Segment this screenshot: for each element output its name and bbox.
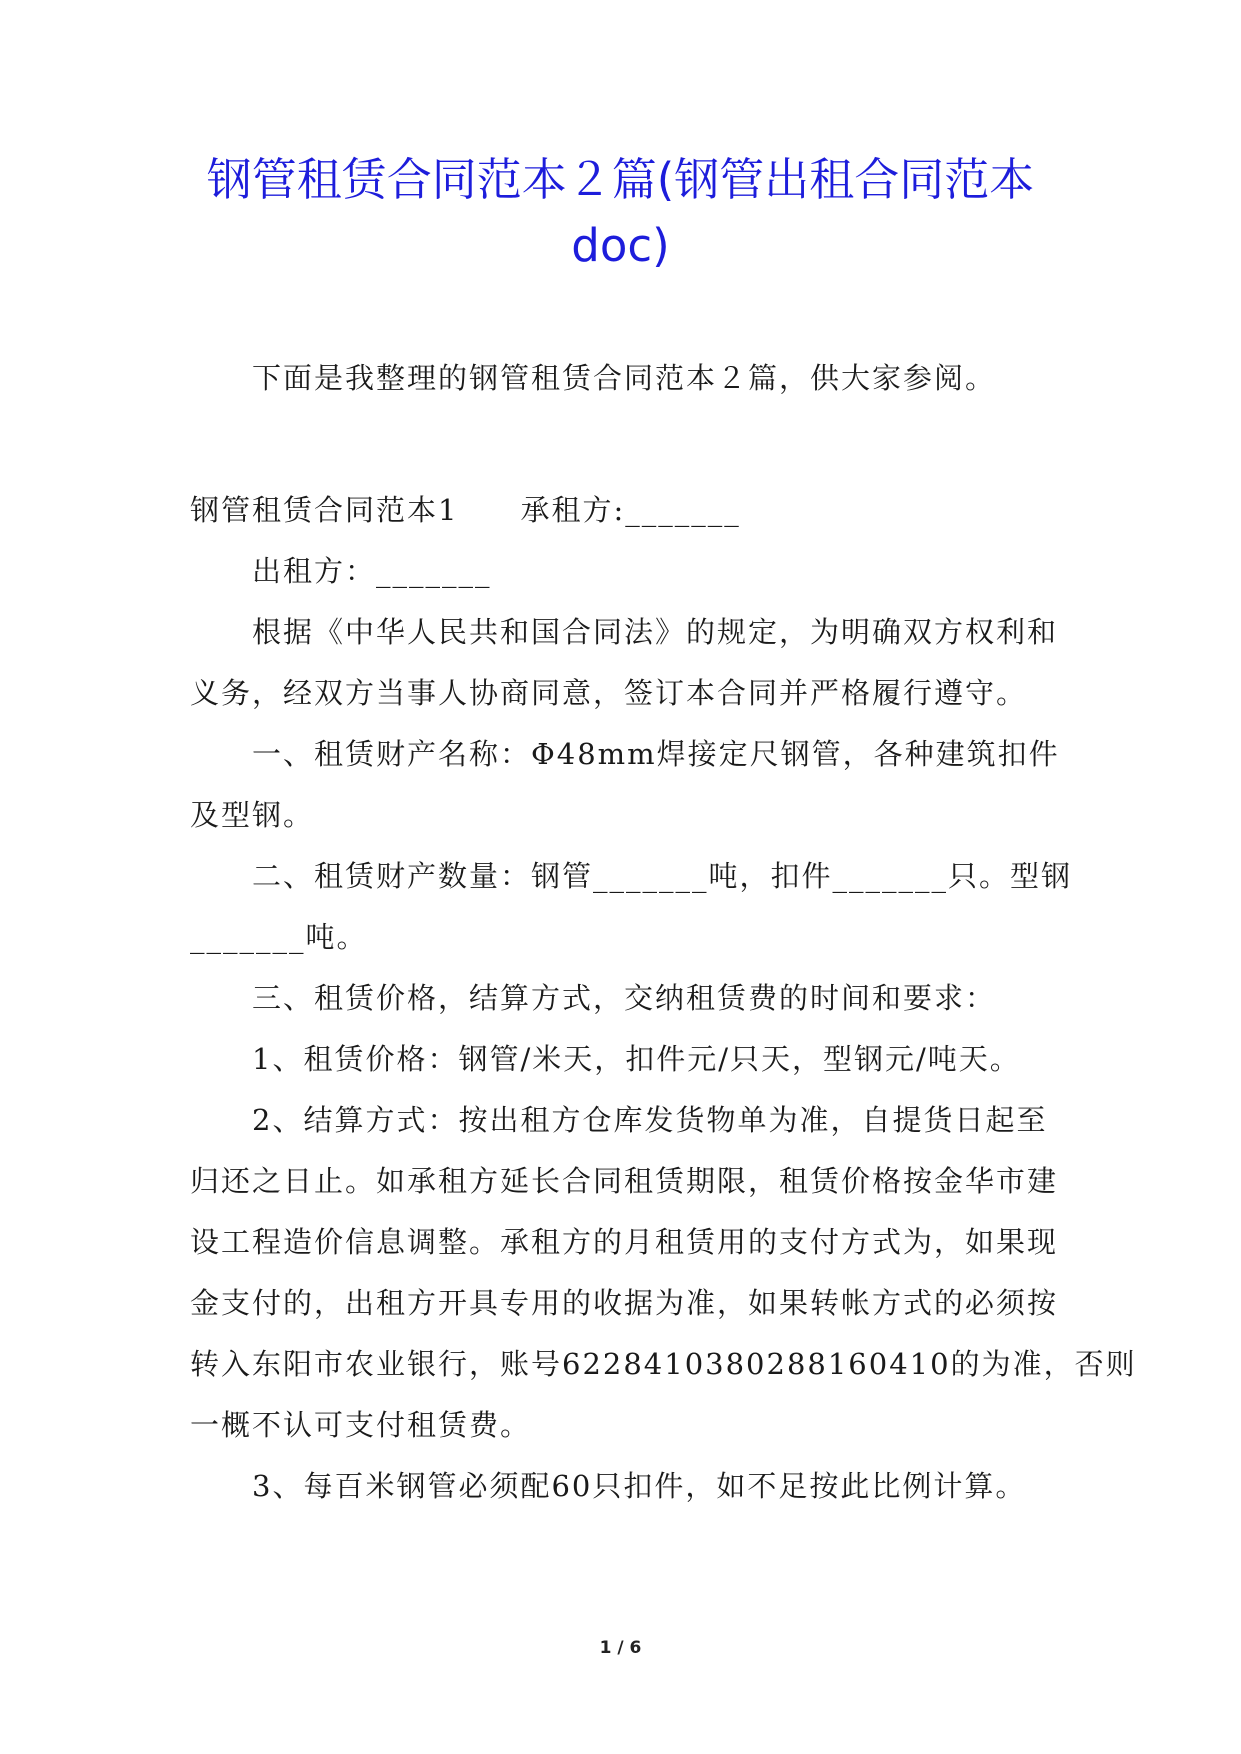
contract-heading: 钢管租赁合同范本1 承租方:_______ <box>190 493 741 527</box>
settlement-line: 2、结算方式：按出租方仓库发货物单为准，自提货日起至 <box>252 1103 1048 1137</box>
lessor-line: 出租方：_______ <box>252 554 492 588</box>
settlement-line: 归还之日止。如承租方延长合同租赁期限，租赁价格按金华市建 <box>190 1164 1059 1198</box>
title-line-2: doc) <box>571 219 670 272</box>
settlement-line: 转入东阳市农业银行，账号6228410380288160410的为准，否则 <box>190 1347 1137 1381</box>
settlement-line: 设工程造价信息调整。承租方的月租赁用的支付方式为，如果现 <box>190 1225 1059 1259</box>
body-line: 根据《中华人民共和国合同法》的规定，为明确双方权利和 <box>252 615 1059 649</box>
clause-2-line: 二、租赁财产数量：钢管_______吨，扣件_______只。型钢 <box>252 859 1073 893</box>
clause-1-line: 及型钢。 <box>190 798 315 832</box>
settlement-line: 一概不认可支付租赁费。 <box>190 1408 532 1442</box>
title-line-1: 钢管租赁合同范本２篇(钢管出租合同范本 <box>206 153 1035 206</box>
price-line: 1、租赁价格：钢管/米天，扣件元/只天，型钢元/吨天。 <box>252 1042 1021 1076</box>
clause-2-line: _______吨。 <box>190 920 368 954</box>
body-line: 义务，经双方当事人协商同意，签订本合同并严格履行遵守。 <box>190 676 1028 710</box>
clause-1-line: 一、租赁财产名称：Φ48mm焊接定尺钢管，各种建筑扣件 <box>252 737 1060 771</box>
intro-paragraph: 下面是我整理的钢管租赁合同范本２篇，供大家参阅。 <box>252 361 997 395</box>
page-indicator: 1 / 6 <box>599 1638 642 1658</box>
settlement-line: 金支付的，出租方开具专用的收据为准，如果转帐方式的必须按 <box>190 1286 1059 1320</box>
fastener-ratio-line: 3、每百米钢管必须配60只扣件，如不足按此比例计算。 <box>252 1469 1027 1503</box>
clause-3-line: 三、租赁价格，结算方式，交纳租赁费的时间和要求： <box>252 981 997 1015</box>
document-title <box>150 147 1091 279</box>
